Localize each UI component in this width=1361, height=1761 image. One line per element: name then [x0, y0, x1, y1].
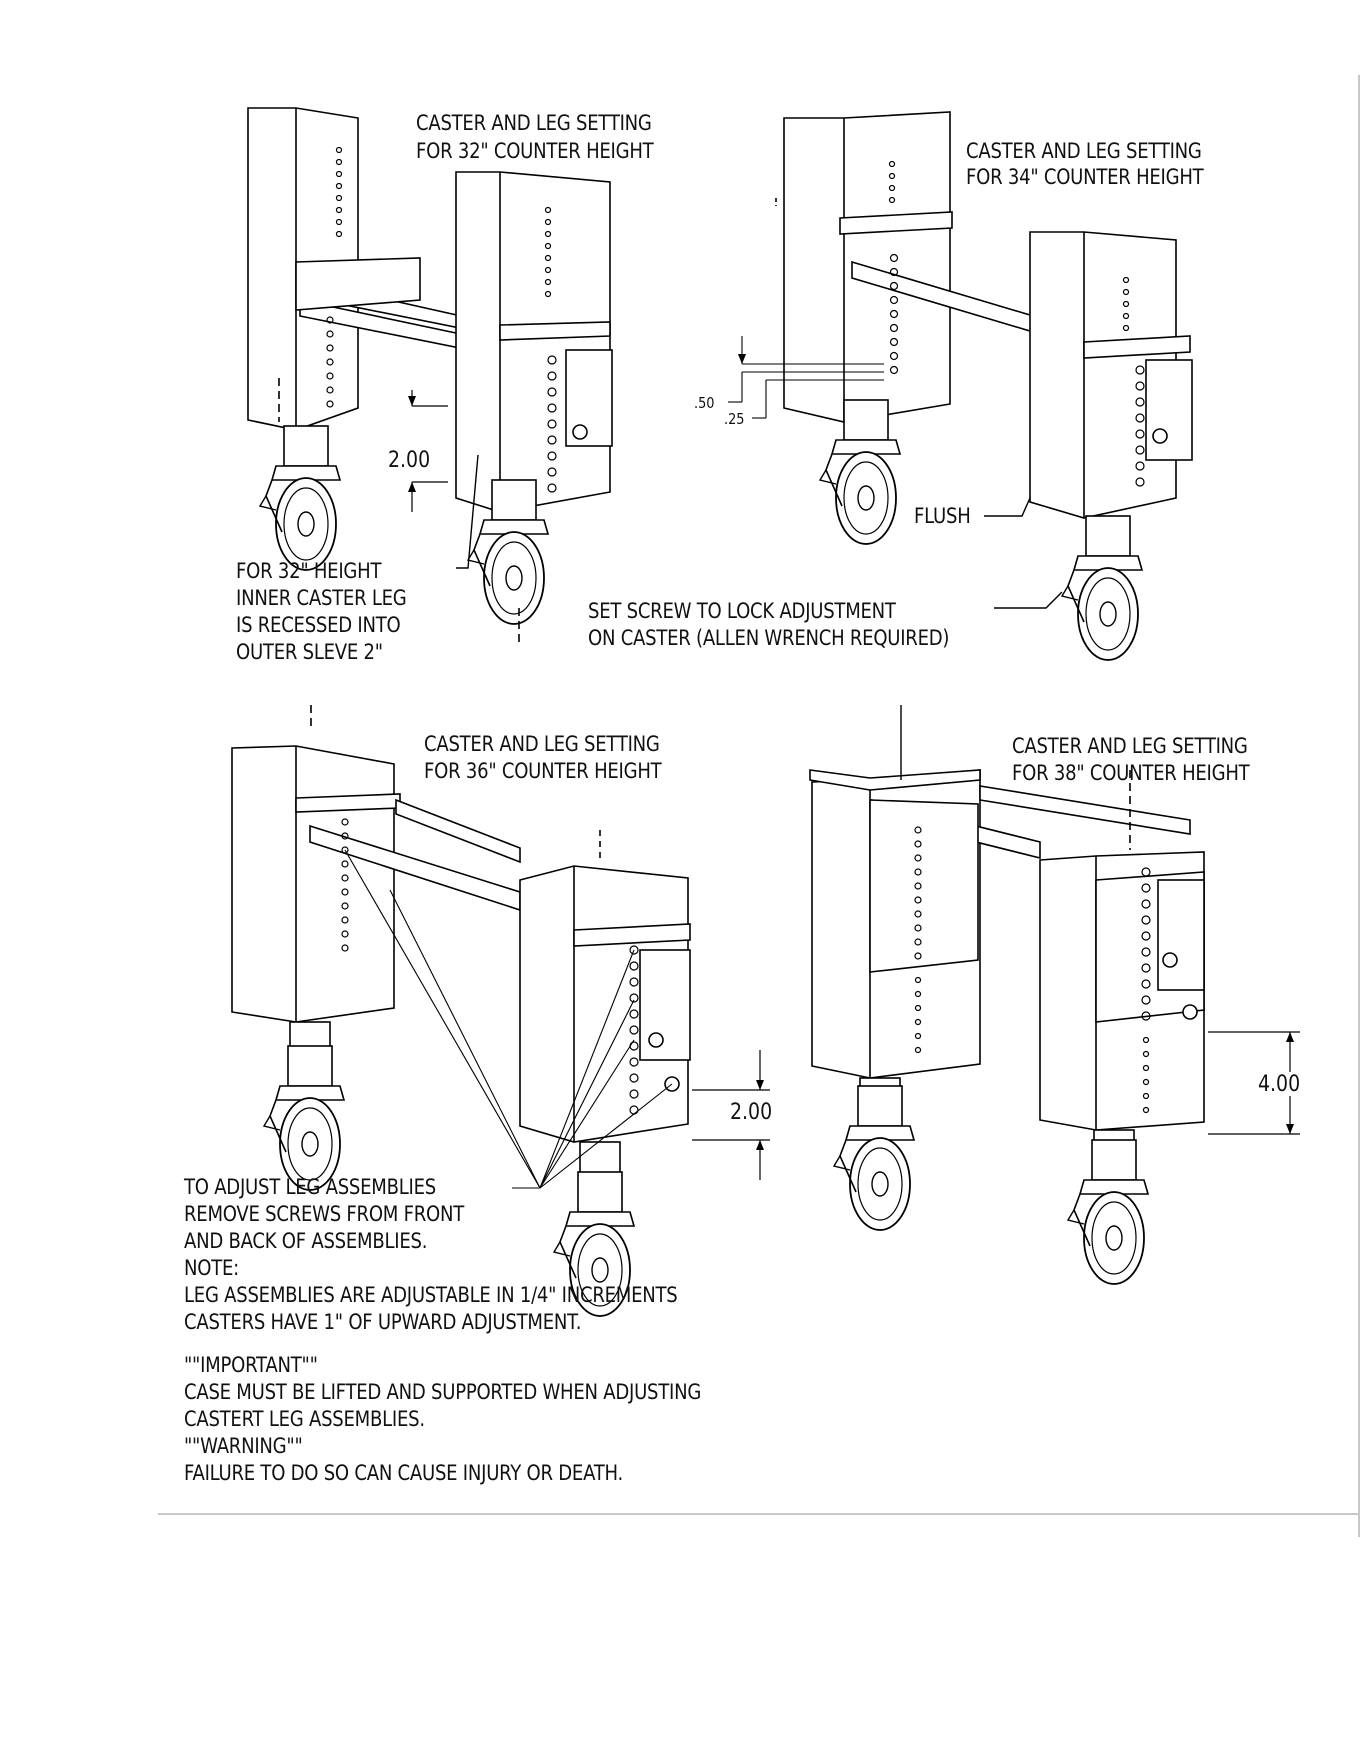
dimension-34-a-value: .50 — [694, 394, 715, 412]
recess-note-line: IS RECESSED INTO — [236, 613, 401, 637]
recess-note-line: OUTER SLEVE 2" — [236, 640, 383, 664]
recess-note-line: FOR 32" HEIGHT — [236, 559, 382, 583]
panel-36-title-line1: CASTER AND LEG SETTING — [424, 732, 660, 756]
panel-32-title-line1: CASTER AND LEG SETTING — [416, 111, 652, 135]
set-screw-note-line: SET SCREW TO LOCK ADJUSTMENT — [588, 599, 896, 623]
dimension-36-value: 2.00 — [730, 1100, 773, 1125]
panel-34-title-line1: CASTER AND LEG SETTING — [966, 139, 1202, 163]
warning-heading: ""WARNING"" — [184, 1434, 303, 1458]
notes-heading: NOTE: — [184, 1256, 239, 1280]
set-screw-note — [588, 598, 1008, 652]
important-heading: ""IMPORTANT"" — [184, 1353, 318, 1377]
recess-note — [236, 558, 434, 666]
notes-line: AND BACK OF ASSEMBLIES. — [184, 1229, 428, 1253]
panel-36-title-line2: FOR 36" COUNTER HEIGHT — [424, 759, 662, 783]
dimension-38-value: 4.00 — [1258, 1072, 1301, 1097]
adjustment-notes — [184, 1174, 785, 1487]
panel-38-title-line1: CASTER AND LEG SETTING — [1012, 734, 1248, 758]
panel-32-title-line2: FOR 32" COUNTER HEIGHT — [416, 139, 654, 163]
notes-line: TO ADJUST LEG ASSEMBLIES — [184, 1175, 436, 1199]
dimension-32-value: 2.00 — [388, 448, 431, 473]
panel-34-drawing — [728, 112, 1192, 660]
flush-label: FLUSH — [914, 504, 971, 528]
notes-line: CASTERS HAVE 1" OF UPWARD ADJUSTMENT. — [184, 1310, 582, 1334]
dimension-34-b-value: .25 — [724, 410, 745, 428]
panel-34-title-line2: FOR 34" COUNTER HEIGHT — [966, 165, 1204, 189]
panel-38-drawing — [810, 705, 1300, 1284]
set-screw-note-line: ON CASTER (ALLEN WRENCH REQUIRED) — [588, 626, 950, 650]
notes-line: FAILURE TO DO SO CAN CAUSE INJURY OR DEATH. — [184, 1461, 624, 1485]
panel-38-title-line2: FOR 38" COUNTER HEIGHT — [1012, 761, 1250, 785]
notes-line: CASE MUST BE LIFTED AND SUPPORTED WHEN ADJUSTING — [184, 1380, 702, 1404]
notes-line: REMOVE SCREWS FROM FRONT — [184, 1202, 465, 1226]
notes-line: LEG ASSEMBLIES ARE ADJUSTABLE IN 1/4" INCREMENTS — [184, 1283, 678, 1307]
notes-line: CASTERT LEG ASSEMBLIES. — [184, 1407, 425, 1431]
notes-spacer — [184, 1336, 701, 1352]
recess-note-line: INNER CASTER LEG — [236, 586, 407, 610]
